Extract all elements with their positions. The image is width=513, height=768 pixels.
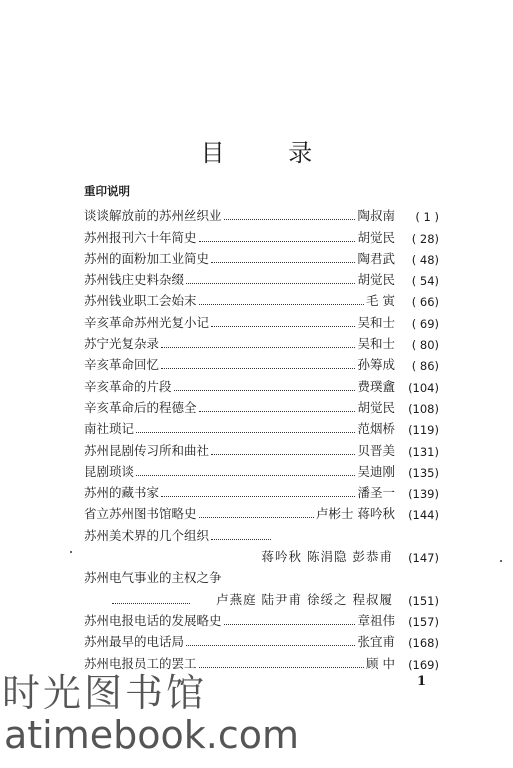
- toc-entry-page: (139): [408, 487, 439, 502]
- toc-entry: [84, 459, 439, 480]
- toc-entry-author: 毛 寅: [366, 293, 395, 309]
- toc-entry: [84, 437, 439, 458]
- toc-entry-author: 顾 中: [366, 655, 395, 671]
- toc-entry: [84, 267, 439, 288]
- toc-entry-page: (108): [408, 401, 439, 416]
- page-number: 1: [417, 674, 427, 689]
- leader-dots: [136, 432, 355, 433]
- leader-dots: [211, 539, 271, 540]
- toc-entry-author: 章祖伟: [357, 612, 395, 628]
- table-of-contents: [84, 203, 439, 672]
- toc-entry-page: (131): [408, 444, 439, 459]
- toc-entry: [84, 586, 439, 607]
- leader-dots: [211, 326, 355, 327]
- toc-entry: [84, 544, 439, 565]
- scan-speck: [500, 560, 502, 562]
- toc-entry-page: (147): [408, 551, 439, 566]
- preface-heading: 重印说明: [84, 184, 130, 198]
- toc-entry-title: 苏州美术界的几个组织: [84, 527, 210, 543]
- toc-entry: [84, 331, 439, 352]
- leader-dots: [224, 624, 356, 625]
- toc-entry-title: 辛亥革命回忆: [84, 357, 160, 373]
- toc-entry-title: 苏州昆剧传习所和曲社: [84, 442, 210, 458]
- toc-entry-page: (135): [408, 465, 439, 480]
- toc-entry-author: 卢彬士 蒋吟秋: [316, 506, 395, 522]
- watermark-url: atimebook.com: [4, 713, 300, 757]
- leader-dots: [161, 347, 355, 348]
- toc-entry: [84, 373, 439, 394]
- toc-entry-authors: 蒋吟秋 陈涓隐 彭恭甫: [261, 549, 393, 565]
- toc-entry-title: 苏州电气事业的主权之争: [84, 570, 222, 586]
- toc-entry-author: 范烟桥: [357, 421, 395, 437]
- toc-entry-author: 潘圣一: [357, 485, 395, 501]
- scan-speck: [70, 551, 72, 553]
- leader-dots: [174, 390, 356, 391]
- toc-entry-page: (168): [408, 636, 439, 651]
- toc-entry-author: 胡觉民: [357, 399, 395, 415]
- toc-entry-title: 省立苏州图书馆略史: [84, 506, 197, 522]
- toc-entry-author: 吴和士: [357, 314, 395, 330]
- toc-entry-page: (169): [408, 657, 439, 672]
- toc-entry-title: 苏州报刊六十年简史: [84, 229, 197, 245]
- toc-entry: [84, 246, 439, 267]
- toc-entry: [84, 480, 439, 501]
- toc-entry-title: 辛亥革命的片段: [84, 378, 172, 394]
- toc-entry-page: ( 48): [411, 252, 439, 267]
- toc-entry-page: (104): [408, 380, 439, 395]
- toc-entry-title: 苏宁光复杂录: [84, 336, 160, 352]
- toc-entry-author: 陶叔南: [357, 208, 395, 224]
- toc-entry-title: 苏州的藏书家: [84, 485, 160, 501]
- leader-dots: [186, 645, 355, 646]
- leader-dots: [211, 262, 355, 263]
- leader-dots: [211, 454, 355, 455]
- toc-entry-title: 苏州钱业职工会始末: [84, 293, 197, 309]
- toc-entry-page: ( 86): [411, 359, 439, 374]
- leader-dots: [199, 241, 356, 242]
- toc-entry-page: ( 66): [411, 295, 439, 310]
- toc-entry-page: ( 69): [411, 316, 439, 331]
- toc-entry-title: 谈谈解放前的苏州丝织业: [84, 208, 222, 224]
- toc-entry-author: 胡觉民: [357, 229, 395, 245]
- toc-entry-authors: 卢燕庭 陆尹甫 徐绥之 程叔履: [216, 591, 393, 607]
- toc-entry-title: 苏州的面粉加工业简史: [84, 250, 210, 266]
- page-title: 目 录: [200, 139, 341, 167]
- toc-entry-title: 苏州电报电话的发展略史: [84, 612, 222, 628]
- toc-entry-title: 苏州电报员工的罢工: [84, 655, 197, 671]
- leader-dots: [161, 496, 355, 497]
- toc-entry: [84, 608, 439, 629]
- toc-entry-title: 苏州最早的电话局: [84, 634, 185, 650]
- leader-dots: [199, 667, 365, 668]
- toc-entry: [84, 522, 439, 543]
- toc-entry-author: 贝晋美: [357, 442, 395, 458]
- toc-entry-title: 昆剧琐谈: [84, 463, 135, 479]
- toc-entry-author: 吴和士: [357, 336, 395, 352]
- toc-entry-title: 辛亥革命苏州光复小记: [84, 314, 210, 330]
- watermark-text: 时光图书馆: [2, 671, 208, 715]
- toc-entry-page: (157): [408, 614, 439, 629]
- toc-entry: [84, 224, 439, 245]
- toc-entry-title: 南社琐记: [84, 421, 135, 437]
- toc-entry: [84, 565, 439, 586]
- toc-entry-author: 孙筹成: [357, 357, 395, 373]
- toc-entry-author: 张宜甫: [357, 634, 395, 650]
- leader-dots: [136, 475, 355, 476]
- toc-entry: [84, 416, 439, 437]
- toc-entry-page: (119): [408, 423, 439, 438]
- leader-dots: [199, 517, 315, 518]
- toc-entry: [84, 501, 439, 522]
- toc-entry-page: ( 1 ): [415, 210, 439, 225]
- toc-entry: [84, 629, 439, 650]
- toc-entry-page: ( 28): [411, 231, 439, 246]
- toc-entry: [84, 309, 439, 330]
- leader-dots: [199, 304, 365, 305]
- toc-entry-page: ( 80): [411, 338, 439, 353]
- leader-dots: [199, 411, 356, 412]
- toc-entry-author: 吴迪刚: [357, 463, 395, 479]
- leader-dots: [112, 603, 190, 604]
- toc-entry-page: ( 54): [411, 274, 439, 289]
- toc-entry-author: 陶君武: [357, 250, 395, 266]
- leader-dots: [186, 283, 355, 284]
- toc-entry: [84, 288, 439, 309]
- leader-dots: [224, 219, 356, 220]
- toc-entry-author: 费璞盦: [357, 378, 395, 394]
- toc-entry-title: 辛亥革命后的程德全: [84, 399, 197, 415]
- toc-entry: [84, 352, 439, 373]
- toc-entry: [84, 203, 439, 224]
- toc-entry-author: 胡觉民: [357, 272, 395, 288]
- toc-entry: [84, 395, 439, 416]
- toc-entry-page: (144): [408, 508, 439, 523]
- toc-entry-title: 苏州钱庄史料杂缀: [84, 272, 185, 288]
- leader-dots: [161, 368, 355, 369]
- toc-entry-page: (151): [408, 593, 439, 608]
